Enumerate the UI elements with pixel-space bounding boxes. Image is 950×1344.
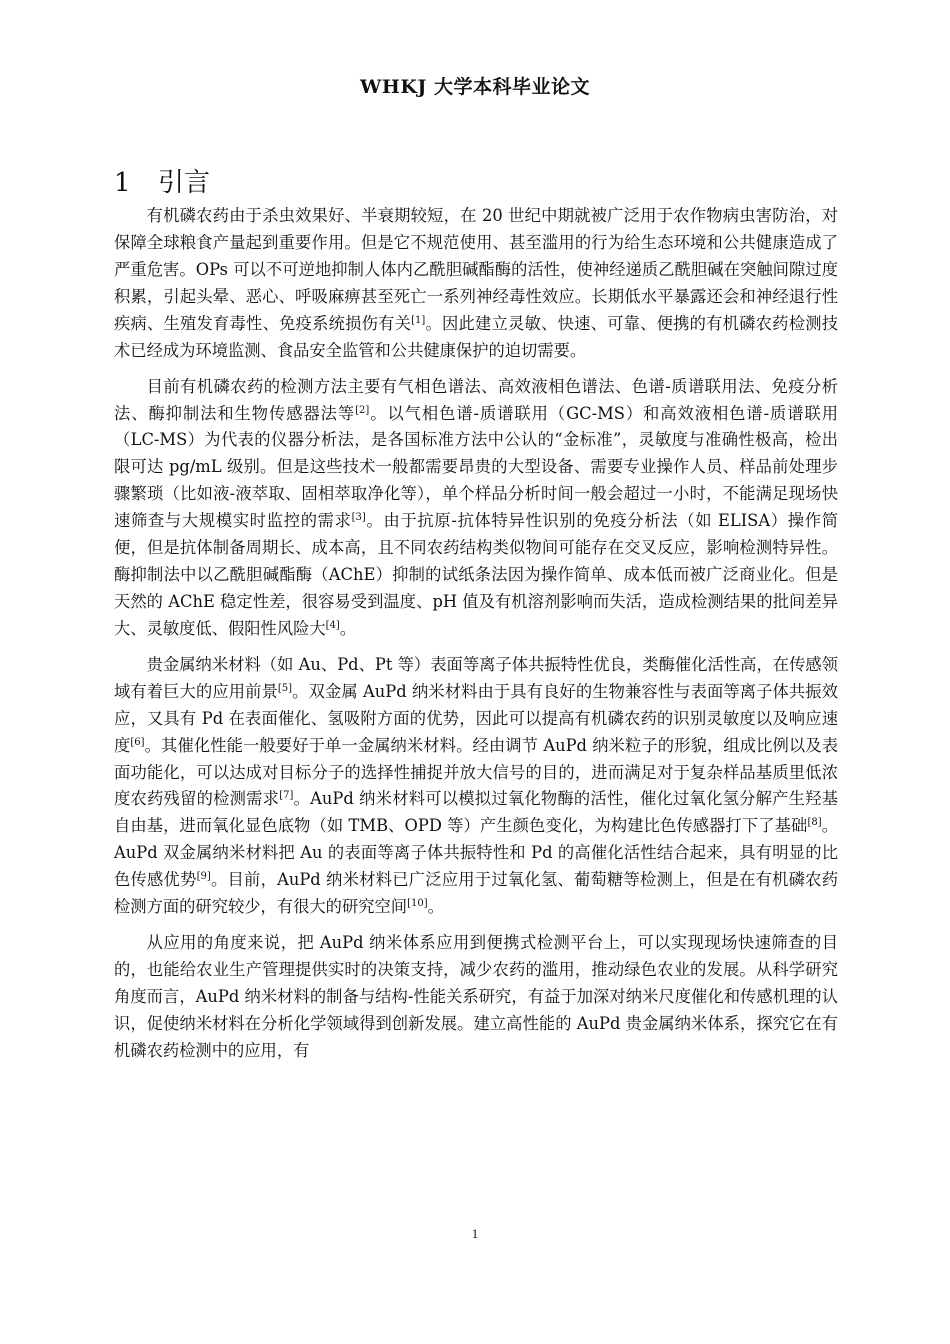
paragraph-text: 贵金属纳米材料（如 Au、Pd、Pt 等）表面等离子体共振特性优良，类酶催化活性高，在传感领域有着巨大的应用前景 (114, 654, 838, 701)
citation: [9] (196, 871, 211, 883)
citation: [10] (407, 898, 428, 910)
body-text (114, 203, 838, 1074)
paragraph-3 (114, 652, 838, 921)
paragraph-text: 目前有机磷农药的检测方法主要有气相色谱法、高效液相色谱法、色谱-质谱联用法、免疫分析法、酶抑制法和生物传感器法等 (114, 376, 838, 423)
paragraph-text: 。AuPd 双金属纳米材料把 Au 的表面等离子体共振特性和 Pd 的高催化活性结合起来，具有明显的比色传感优势 (114, 816, 838, 890)
paragraph-text: 。其催化性能一般要好于单一金属纳米材料。经由调节 AuPd 纳米粒子的形貌，组成比例以及表面功能化，可以达成对目标分子的选择性捕捉并放大信号的目的，进而满足对于复杂样品基质里低浓度农药残留的检测需求 (114, 735, 838, 809)
paragraph-text: 。AuPd 纳米材料可以模拟过氧化物酶的活性，催化过氧化氢分解产生羟基自由基，进而氧化显色底物（如 TMB、OPD 等）产生颜色变化，为构建比色传感器打下了基础 (114, 789, 838, 836)
running-header: WHKJ 大学本科毕业论文 (360, 76, 590, 98)
citation: [4] (325, 619, 340, 631)
paragraph-text: 从应用的角度来说，把 AuPd 纳米体系应用到便携式检测平台上，可以实现现场快速筛查的目的，也能给农业生产管理提供实时的决策支持，减少农药的滥用，推动绿色农业的发展。从科学研究角度而言，AuPd 纳米材料的制备与结构-性能关系研究，有益于加深对纳米尺度催化和传感机理的认识，促使纳米材料在分析化学领域得到创新发展。建立高性能的 AuPd 贵金属纳米体系，探究它在有机磷农药检测中的应用，有 (114, 933, 838, 1060)
citation: [7] (279, 790, 294, 802)
paragraph-text: 有机磷农药由于杀虫效果好、半衰期较短，在 20 世纪中期就被广泛用于农作物病虫害防治，对保障全球粮食产量起到重要作用。但是它不规范使用、甚至滥用的行为给生态环境和公共健康造成了严重危害。OPs 可以不可逆地抑制人体内乙酰胆碱酯酶的活性，使神经递质乙酰胆碱在突触间隙过度积累，引起头晕、恶心、呼吸麻痹甚至死亡一系列神经毒性效应。长期低水平暴露还会和神经退行性疾病、生殖发育毒性、免疫系统损伤有关 (114, 206, 838, 333)
paragraph-text: 。因此建立灵敏、快速、可靠、便携的有机磷农药检测技术已经成为环境监测、食品安全监管和公共健康保护的迫切需要。 (114, 313, 838, 360)
paragraph-text: 。以气相色谱-质谱联用（GC-MS）和高效液相色谱-质谱联用（LC-MS）为代表的仪器分析法，是各国标准方法中公认的“金标准”，灵敏度与准确性极高，检出限可达 pg/mL 级别。但是这些技术一般都需要昂贵的大型设备、需要专业操作人员、样品前处理步骤繁琐（比如液-液萃取、固相萃取净化等），单个样品分析时间一般会超过一小时，不能满足现场快速筛查与大规模实时监控的需求 (114, 403, 838, 531)
citation: [3] (351, 512, 366, 524)
section-number: 1 (114, 168, 131, 198)
section-heading (114, 162, 210, 199)
paragraph-text: 。 (339, 618, 357, 638)
citation: [6] (130, 736, 145, 748)
paragraph-1 (114, 203, 838, 364)
citation: [5] (277, 682, 293, 694)
paragraph-2 (114, 374, 838, 643)
paragraph-text: 。由于抗原-抗体特异性识别的免疫分析法（如 ELISA）操作简便，但是抗体制备周期长、成本高，且不同农药结构类似物间可能存在交叉反应，影响检测特异性。酶抑制法中以乙酰胆碱酯酶（AChE）抑制的试纸条法因为操作简单、成本低而被广泛商业化。但是天然的 AChE 稳定性差，很容易受到温度、pH 值及有机溶剂影响而失活，造成检测结果的批间差异大、灵敏度低、假阳性风险大 (114, 511, 838, 638)
paragraph-text: 。双金属 AuPd 纳米材料由于具有良好的生物兼容性与表面等离子体共振效应，又具有 Pd 在表面催化、氢吸附方面的优势，因此可以提高有机磷农药的识别灵敏度以及响应速度 (114, 681, 838, 755)
paragraph-text: 。 (427, 897, 444, 917)
section-title: 引言 (158, 168, 211, 198)
page-number: 1 (471, 1226, 479, 1241)
paragraph-text: 。目前，AuPd 纳米材料已广泛应用于过氧化氢、葡萄糖等检测上，但是在有机磷农药检测方面的研究较少，有很大的研究空间 (114, 870, 838, 917)
citation: [1] (411, 314, 426, 326)
paragraph-4 (114, 930, 838, 1065)
citation: [8] (807, 817, 822, 829)
citation: [2] (355, 404, 370, 416)
